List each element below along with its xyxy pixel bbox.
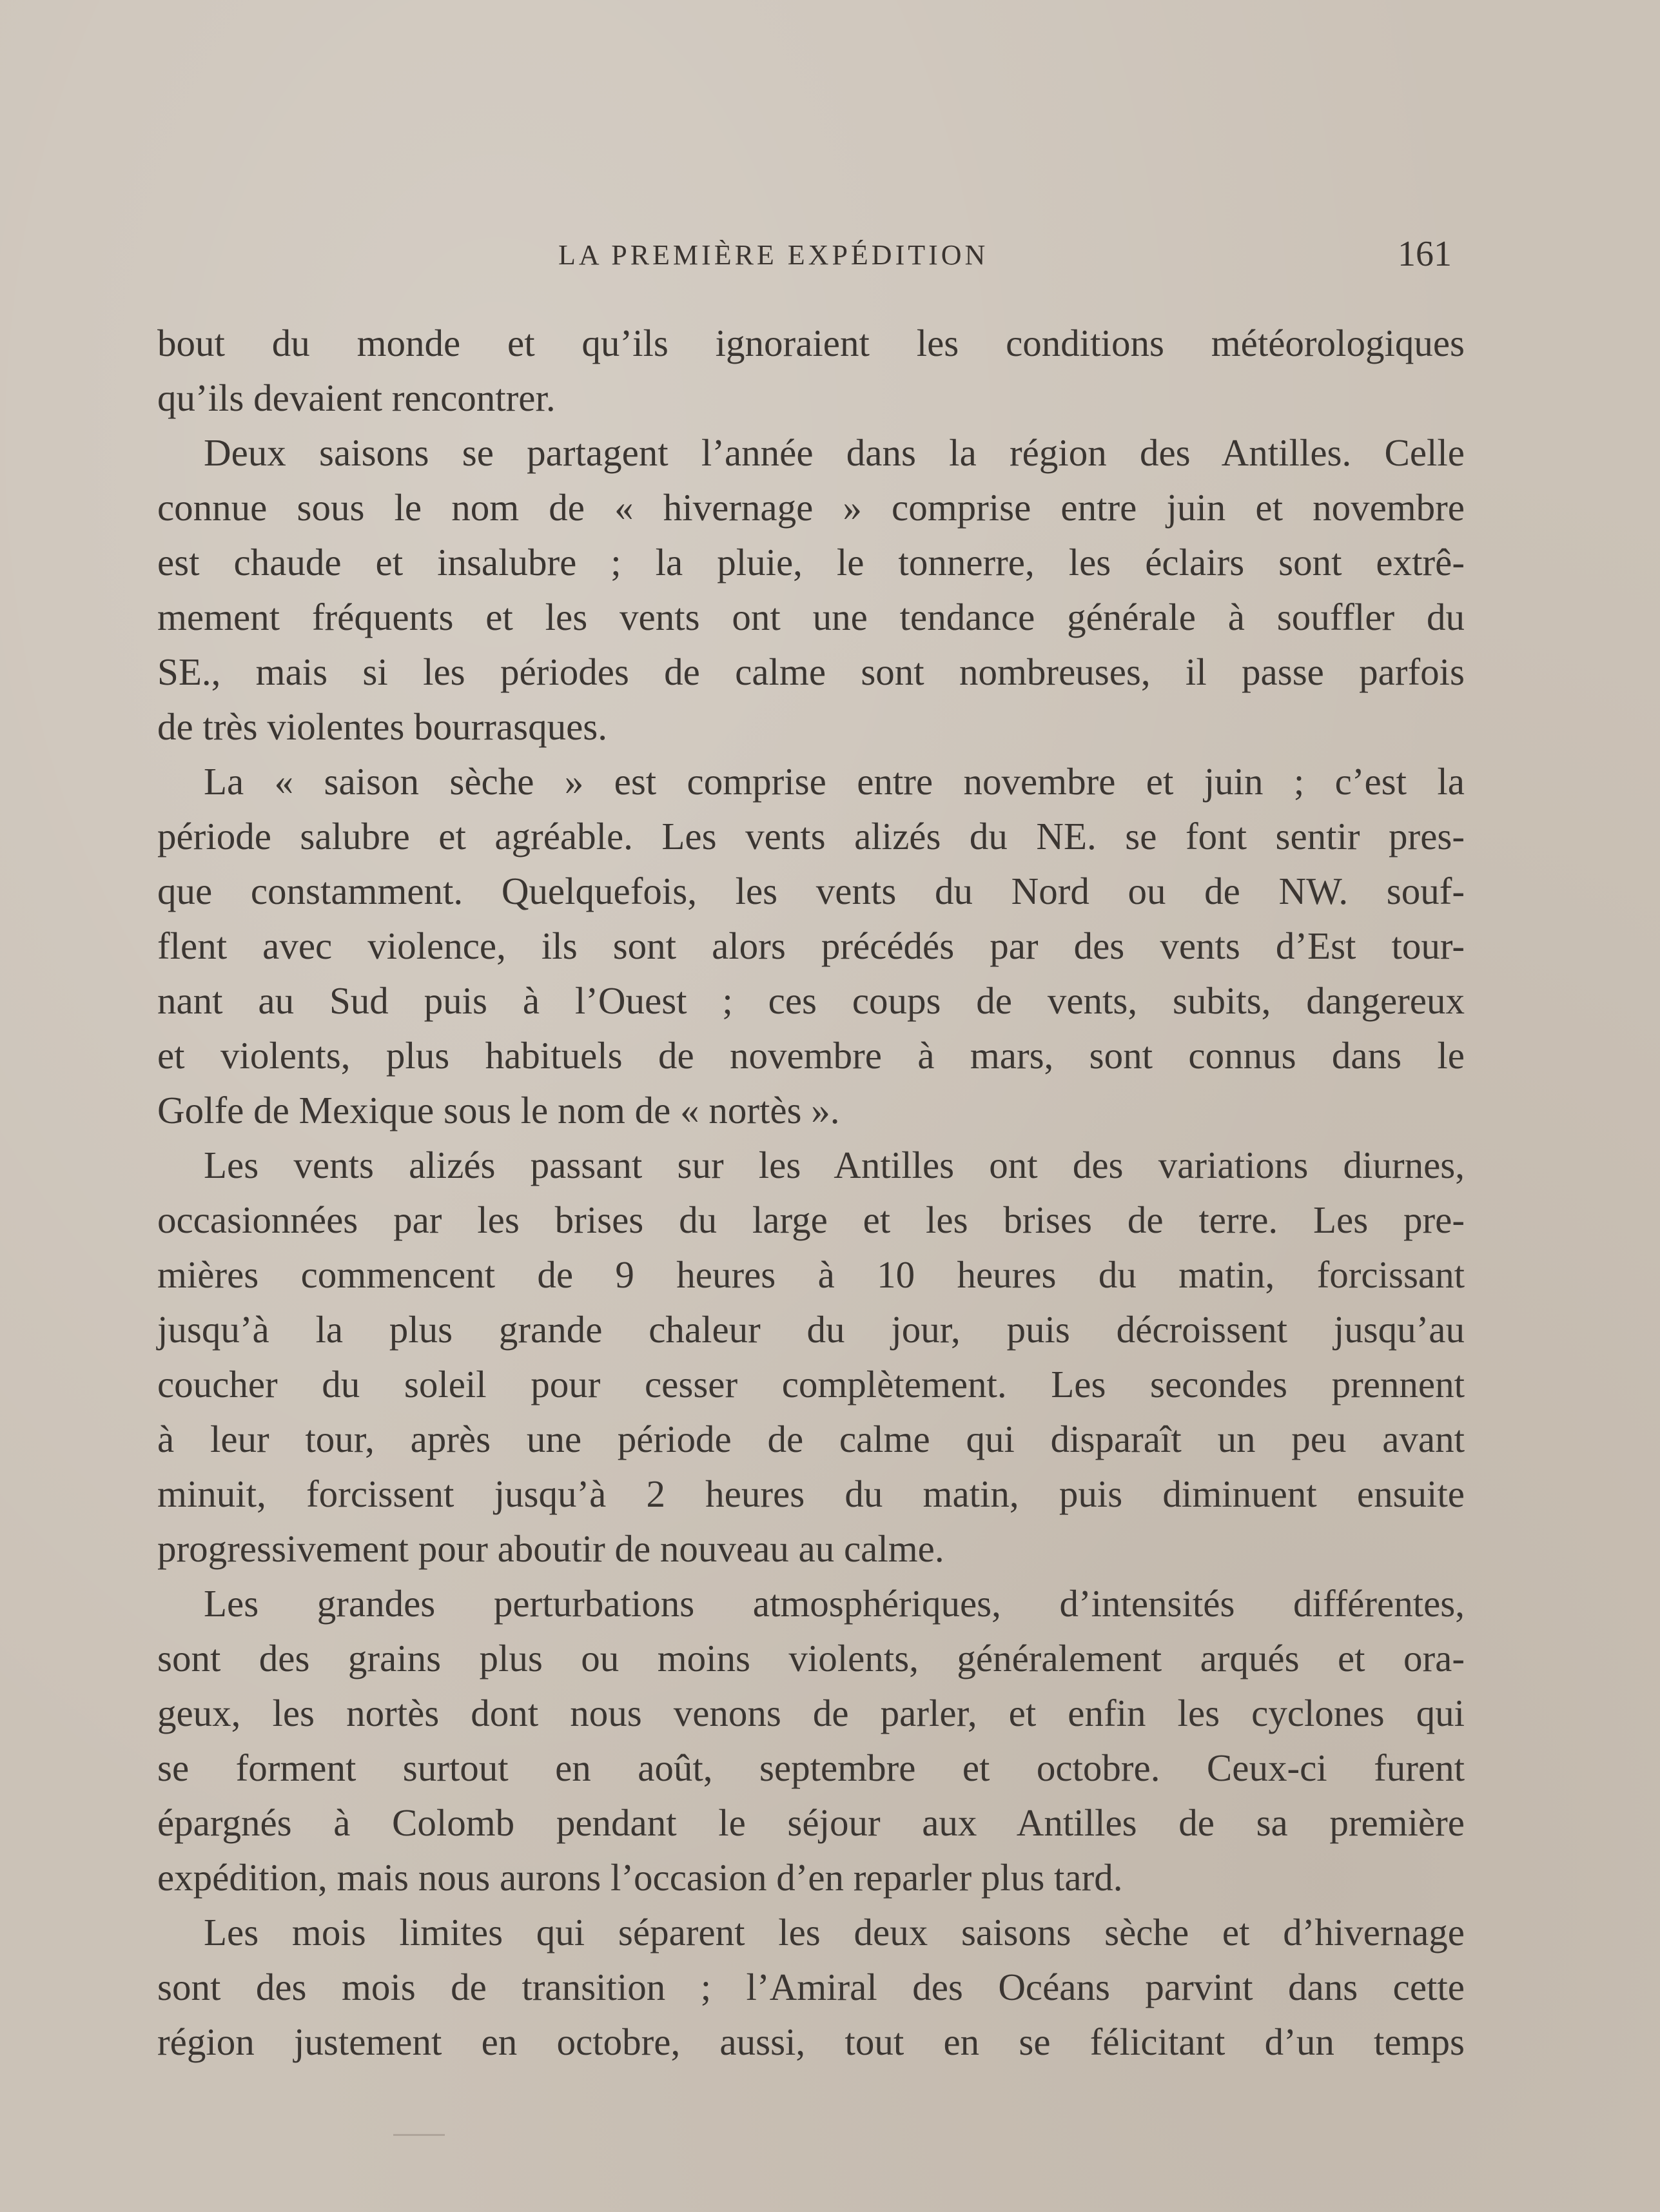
text-line: que constamment. Quelquefois, les vents du Nord ou de NW. souf- — [157, 870, 1465, 912]
body-text — [157, 316, 1465, 2070]
running-title: LA PREMIÈRE EXPÉDITION — [558, 239, 989, 271]
paragraph-start-line: Deux saisons se partagent l’année dans la région des Antilles. Celle — [204, 431, 1465, 474]
paragraph-start-line: La « saison sèche » est comprise entre novembre et juin ; c’est la — [204, 760, 1465, 803]
paragraph-start-line: Les grandes perturbations atmosphériques, d’intensités différentes, — [204, 1582, 1465, 1625]
text-line: sont des grains plus ou moins violents, généralement arqués et ora- — [157, 1637, 1465, 1679]
text-line: épargnés à Colomb pendant le séjour aux Antilles de sa première — [157, 1801, 1465, 1844]
running-head — [0, 234, 1660, 277]
text-line: progressivement pour aboutir de nouveau au calme. — [157, 1527, 944, 1570]
paragraph-start-line: Les mois limites qui séparent les deux saisons sèche et d’hivernage — [204, 1911, 1465, 1953]
text-line: à leur tour, après une période de calme qui disparaît un peu avant — [157, 1418, 1465, 1460]
text-line: et violents, plus habituels de novembre à mars, sont connus dans le — [157, 1034, 1465, 1077]
text-line: occasionnées par les brises du large et les brises de terre. Les pre- — [157, 1199, 1465, 1241]
text-line: minuit, forcissent jusqu’à 2 heures du matin, puis diminuent ensuite — [157, 1473, 1465, 1515]
text-line: période salubre et agréable. Les vents alizés du NE. se font sentir pres- — [157, 815, 1465, 857]
text-line: connue sous le nom de « hivernage » comprise entre juin et novembre — [157, 486, 1465, 529]
text-line: flent avec violence, ils sont alors précédés par des vents d’Est tour- — [157, 925, 1465, 967]
text-line: qu’ils devaient rencontrer. — [157, 377, 556, 419]
text-line: de très violentes bourrasques. — [157, 705, 607, 748]
text-line: région justement en octobre, aussi, tout en se félicitant d’un temps — [157, 2021, 1465, 2063]
text-line: jusqu’à la plus grande chaleur du jour, puis décroissent jusqu’au — [157, 1308, 1465, 1351]
text-line: mement fréquents et les vents ont une tendance générale à souffler du — [157, 596, 1465, 638]
text-line: SE., mais si les périodes de calme sont nombreuses, il passe parfois — [157, 651, 1465, 693]
text-line: coucher du soleil pour cesser complètement. Les secondes prennent — [157, 1363, 1465, 1405]
text-line: bout du monde et qu’ils ignoraient les conditions météorologiques — [157, 322, 1465, 364]
text-line: Golfe de Mexique sous le nom de « nortès ». — [157, 1089, 840, 1131]
text-line: sont des mois de transition ; l’Amiral des Océans parvint dans cette — [157, 1966, 1465, 2008]
text-line: mières commencent de 9 heures à 10 heures du matin, forcissant — [157, 1253, 1465, 1296]
paragraph-start-line: Les vents alizés passant sur les Antilles ont des variations diurnes, — [204, 1144, 1465, 1186]
text-line: geux, les nortès dont nous venons de parler, et enfin les cyclones qui — [157, 1692, 1465, 1734]
text-line: se forment surtout en août, septembre et octobre. Ceux-ci furent — [157, 1747, 1465, 1789]
paper-smudge — [393, 2134, 445, 2136]
text-line: expédition, mais nous aurons l’occasion d’en reparler plus tard. — [157, 1856, 1123, 1899]
page-number: 161 — [1398, 234, 1452, 274]
text-line: nant au Sud puis à l’Ouest ; ces coups de vents, subits, dangereux — [157, 979, 1465, 1022]
text-line: est chaude et insalubre ; la pluie, le tonnerre, les éclairs sont extrê- — [157, 541, 1465, 583]
